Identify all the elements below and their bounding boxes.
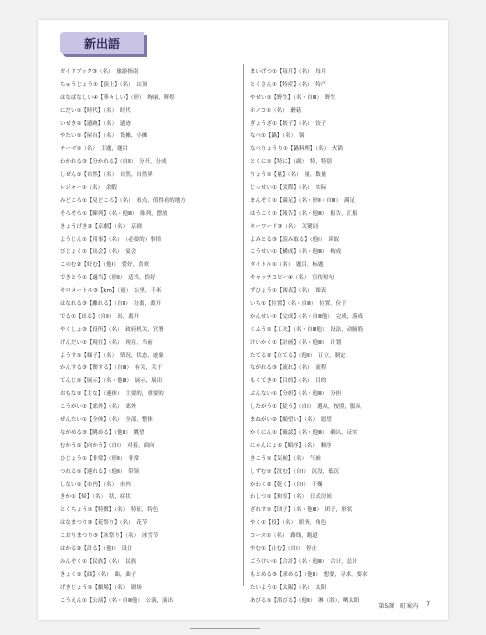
vocab-entry: きょうげき②【京劇】（名） 京剧 [60, 223, 142, 230]
vocab-entry: ざれす①【団子】（名・他Ⅲ） 团子，形状 [250, 507, 353, 514]
vocab-entry: ながめる③【眺める】（他Ⅱ） 眺望 [60, 429, 145, 436]
vocab-entry: もくてき①【目的】（名） 目的 [250, 378, 327, 385]
lesson-label: 第5課 町案内 [378, 603, 419, 610]
vocab-entry: わしつ①【和室】（名） 日式房间 [250, 494, 332, 501]
vocab-entry: しない①【市内】（名） 市内 [60, 481, 131, 488]
vocab-entry: おもな①【主な】（連体） 主要的，重要的 [60, 391, 164, 398]
vocab-entry: にゃんにょ①【順序】（名） 顺序 [250, 442, 332, 449]
vocab-entry: なべりょうり①【鍋料理】（名） 火锅 [250, 146, 343, 153]
vocab-entry: なべ①【鍋】（名） 锅 [250, 133, 305, 140]
vocab-entry: まんぞく①【満足】（名・形Ⅱ・自Ⅲ） 满足 [250, 197, 355, 204]
vocab-entry: しずむ①【沈む】（自Ⅰ） 沉没，低沉 [250, 468, 340, 475]
section-title-tag [60, 32, 144, 54]
vocab-entry: かんせい①【完成】（名・自Ⅲ他） 完成，落成 [250, 313, 364, 320]
vocab-entry: けいかく①【計画】（名・他Ⅲ） 计划 [250, 339, 342, 346]
page-number: 7 [426, 601, 430, 608]
vocab-entry: たてる②【立てる】（他Ⅱ） 订立，制定 [250, 352, 346, 359]
column-divider [243, 64, 244, 586]
vocab-column-right [250, 66, 424, 607]
vocab-entry: やたい①【屋台】（名） 货摊，小摊 [60, 133, 148, 140]
vocab-entry: こうがい①【郊外】（名） 郊外 [60, 404, 137, 411]
vocab-entry: むかう①【向かう】（自Ⅰ） 对着，面向 [60, 442, 155, 449]
vocab-entry: きこう①【気候】（名） 气候 [250, 455, 321, 462]
vocab-entry: ようす①【様子】（名） 情况，状态，迹象 [60, 352, 164, 359]
vocab-entry: てんじ①【展示】（名・他Ⅲ） 展示，展出 [60, 378, 163, 385]
vocab-entry: ホノコ①（名） 蘑菇 [250, 107, 302, 114]
vocab-entry: タイトル①（名） 题目，标题 [250, 262, 324, 269]
vocab-entry: とくに①【特に】（副） 特，特别 [250, 159, 332, 166]
vocab-entry: こおりまつり③【氷祭り】（名） 冰雪节 [60, 533, 159, 540]
vocab-entry: キャッチコピー④（名） 宣传短句 [250, 275, 335, 282]
vocab-entry: ぎょうざ①【餃子】（名） 饺子 [250, 120, 327, 127]
section-title: 新出語 [83, 36, 120, 51]
vocab-entry: ガイドブック③（名） 旅游指南 [60, 69, 139, 75]
vocab-entry: ごうけい①【合計】（名・他Ⅲ） 合计，总计 [250, 558, 358, 565]
vocab-entry: キロメートル③【km】（量） 公里，千米 [60, 288, 162, 295]
vocab-entry: にだい①【時代】（名） 时代 [60, 107, 131, 114]
vocab-entry: たいよう①【太陽】（名） 太阳 [250, 584, 327, 591]
vocab-entry: できとう①【適当】（形Ⅱ） 适当，恰好 [60, 275, 156, 282]
vocab-entry: こうえん①【公演】（名・自Ⅲ他） 公演，演出 [60, 597, 174, 604]
page-footer [378, 601, 430, 610]
vocab-entry: はなれる③【離れる】（自Ⅱ） 分离，离开 [60, 301, 162, 308]
bottom-rule [190, 628, 260, 631]
vocab-entry: いせき①【遺跡】（名） 遗迹 [60, 120, 131, 127]
vocab-entry: りょう①【量】（名） 量，数量 [250, 172, 327, 179]
vocab-entry: ぶんない①【分担】（名・他Ⅲ） 分担 [250, 391, 342, 398]
vocab-entry: あびる①【浴びる】（他Ⅱ） 淋（浴），晒太阳 [250, 597, 360, 604]
vocab-entry: ひじょう①【非常】（形Ⅱ） 非常 [60, 455, 140, 462]
vocab-entry: くふう①【工夫】（名・自Ⅲ他） 设法，动脑筋 [250, 326, 364, 333]
vocab-entry: みどころ①【見どころ】（名） 看点，值得看的地方 [60, 197, 186, 204]
vocab-entry: つれる①【連れる】（他Ⅱ） 带领 [60, 468, 140, 475]
vocab-entry: みんぞく①【民族】（名） 民族 [60, 558, 137, 565]
vocab-entry: かんする③【関する】（自Ⅲ） 有关，关于 [60, 365, 163, 372]
vocab-entry: したがう①【従う】（自Ⅰ） 遵从，按照，服从 [250, 404, 362, 411]
vocab-entry: はなばなしい④【華々しい】（形） 绚丽，辉煌 [60, 94, 175, 101]
vocab-entry: テーマ①（名） 主题，题目 [60, 146, 129, 153]
vocab-entry: やむ①【止む】（自Ⅰ） 停止 [250, 545, 318, 552]
vocab-entry: コース①（名） 路线，跑道 [250, 533, 318, 540]
vocab-entry: はなまつり③【花祭り】（名） 花节 [60, 520, 148, 527]
vocab-entry: げんだい①【現在】（名） 现在，当前 [60, 339, 153, 346]
vocab-entry: いち①【位置】（名・自Ⅲ） 位置，位于 [250, 301, 347, 308]
vocab-entry: やく①【役】（名） 职务，角色 [250, 520, 327, 527]
vocab-entry: はかる②【計る】（他Ⅰ） 设计 [60, 545, 133, 552]
vocab-entry: ぜんたい①【全体】（名） 全部，整体 [60, 417, 153, 424]
vocab-entry: でる①【出る】（自Ⅱ） 出，离开 [60, 313, 140, 320]
textbook-page [38, 20, 448, 620]
vocab-entry: やくしょ③【役所】（名） 政府机关，官署 [60, 326, 164, 333]
vocab-entry: じっせい①【実際】（名） 实际 [250, 185, 327, 192]
vocab-entry: かくにん①【確認】（名・他Ⅲ） 确认，证实 [250, 429, 358, 436]
vocab-entry: まねがい②【願望い】（名） 愿望 [250, 417, 332, 424]
vocab-entry: こうせい①【構成】（名・他Ⅲ） 构成 [250, 249, 342, 256]
vocab-entry: ちゅうじょう①【頂上】（名） 山顶 [60, 81, 148, 88]
vocab-entry: このむ②【好む】（他Ⅰ） 爱好，喜欢 [60, 262, 150, 269]
vocab-entry: げきじょう①【劇場】（名） 剧场 [60, 584, 142, 591]
vocab-entry: やせい①【野生】（名・自Ⅲ） 野生 [250, 94, 336, 101]
vocab-entry: もとめる③【求める】（他Ⅱ） 想要，寻求，要求 [250, 571, 368, 578]
vocab-entry: ながれる③【流れ】（名） 流程 [250, 365, 327, 372]
vocab-entry: しぜん①【自然】（名） 自然，自然界 [60, 172, 153, 179]
vocab-entry: ずひょう①【図表】（名） 图表 [250, 288, 327, 295]
vocab-entry: キーワード③（名） 关键词 [250, 223, 319, 230]
vocab-entry: ようじん①【用事】（名） （必要的）事情 [60, 236, 162, 243]
vocab-entry: とくちょう①【特徴】（名） 特征，特色 [60, 507, 159, 514]
vocab-entry: そろぞろ①【陳列】（名・他Ⅲ） 陈列，摆放 [60, 210, 168, 217]
vocab-entry: びじょく①【出会】（名） 宴会 [60, 249, 137, 256]
vocab-entry: かわく②【乾く】（自Ⅰ） 干燥 [250, 481, 323, 488]
vocab-entry: きか①【帰】（名） 状，症状 [60, 494, 131, 501]
vocab-entry: レジャー①（名） 余暇 [60, 185, 117, 192]
vocab-entry: よみとる③【読み取る】（他Ⅰ） 读取 [250, 236, 340, 243]
vocab-entry: わかれる③【分かれる】（自Ⅱ） 分开，分成 [60, 159, 167, 166]
vocab-entry: ほうこく①【報告】（名・他Ⅲ） 报告，汇报 [250, 210, 358, 217]
vocab-entry: まいげつ①【毎月】（名） 每月 [250, 69, 327, 75]
vocab-entry: とくさん①【特産】（名） 特产 [250, 81, 327, 88]
vocab-column-left [60, 66, 234, 607]
vocab-entry: きょく①【曲】（名） 曲，曲子 [60, 571, 137, 578]
